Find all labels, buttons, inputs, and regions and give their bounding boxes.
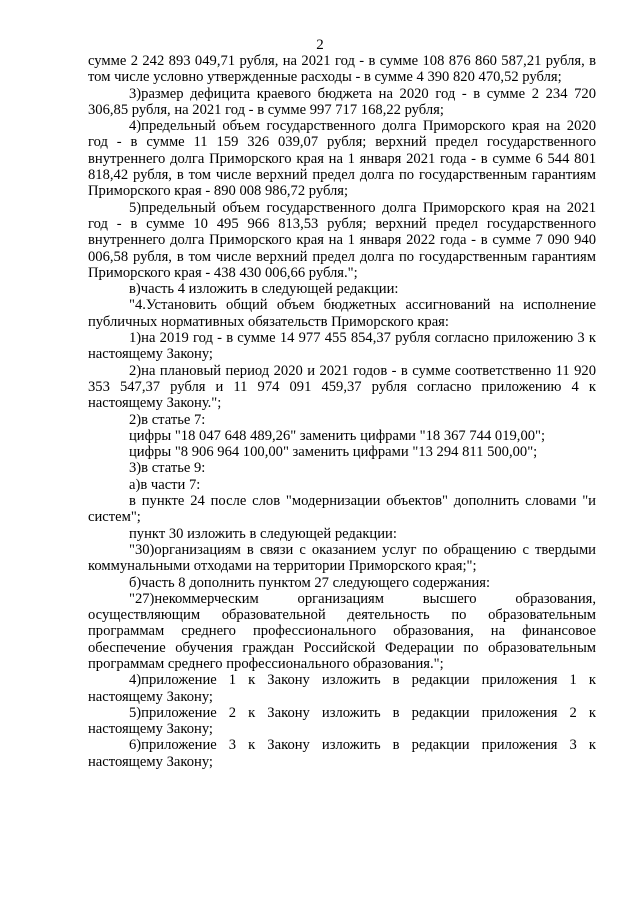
paragraph: 3)размер дефицита краевого бюджета на 2020 год - в сумме 2 234 720 306,85 рубля, на 2021 год - в сумме 997 717 168,22 рубля; [88,85,596,118]
paragraph: 2)на плановый период 2020 и 2021 годов - в сумме соответственно 11 920 353 547,37 рубля и 11 974 091 459,37 рубля согласно приложению 4 к настоящему Закону."; [88,362,596,412]
paragraph: сумме 2 242 893 049,71 рубля, на 2021 год - в сумме 108 876 860 587,21 рубля, в том числе условно утвержденные расходы - в сумме 4 390 820 470,52 рубля; [88,53,596,86]
paragraph: в пункте 24 после слов "модернизации объектов" дополнить словами "и систем"; [88,493,596,526]
paragraph: цифры "18 047 648 489,26" заменить цифрами "18 367 744 019,00"; [129,427,546,444]
paragraph: цифры "8 906 964 100,00" заменить цифрами "13 294 811 500,00"; [129,444,538,461]
paragraph: пункт 30 изложить в следующей редакции: [129,525,397,542]
paragraph: 4)предельный объем государственного долга Приморского края на 2020 год - в сумме 11 159 326 039,07 рубля; верхний предел государственного внутреннего долга Приморского края на 1 января 2021 года - в сумме 6 544 801 818,42 рубля, в том числе верхний предел долга по государственным гарантиям Приморского края - 890 008 986,72 рубля; [88,118,596,200]
paragraph: "27)некоммерческим организациям высшего образования, осуществляющим образовательной деятельность по образовательным программам среднего профессионального образования, на финансовое обеспечение обучения граждан Российской Федерации по образовательным программам среднего профессионального образования."; [88,590,596,672]
paragraph: 3)в статье 9: [129,460,206,477]
paragraph: "30)организациям в связи с оказанием услуг по обращению с твердыми коммунальными отходами на территории Приморского края;"; [88,541,596,575]
paragraph: б)часть 8 дополнить пунктом 27 следующего содержания: [129,574,491,591]
paragraph: 6)приложение 3 к Закону изложить в редакции приложения 3 к настоящему Закону; [88,737,596,770]
paragraph: в)часть 4 изложить в следующей редакции: [129,281,399,298]
paragraph: 5)приложение 2 к Закону изложить в редакции приложения 2 к настоящему Закону; [88,704,596,738]
paragraph: 4)приложение 1 к Закону изложить в редакции приложения 1 к настоящему Закону; [88,672,596,705]
document-body [88,53,596,770]
paragraph: 1)на 2019 год - в сумме 14 977 455 854,37 рубля согласно приложению 3 к настоящему Закону; [88,330,596,363]
paragraph: "4.Установить общий объем бюджетных ассигнований на исполнение публичных нормативных обязательств Приморского края: [88,297,596,330]
paragraph: 5)предельный объем государственного долга Приморского края на 2021 год - в сумме 10 495 966 813,53 рубля; верхний предел государственного внутреннего долга Приморского края на 1 января 2022 года - в сумме 7 090 940 006,58 рубля, в том числе верхний предел долга по государственным гарантиям Приморского края - 438 430 006,66 рубля."; [88,199,596,281]
page-number: 2 [316,37,324,53]
paragraph: а)в части 7: [129,476,201,493]
paragraph: 2)в статье 7: [129,411,206,428]
